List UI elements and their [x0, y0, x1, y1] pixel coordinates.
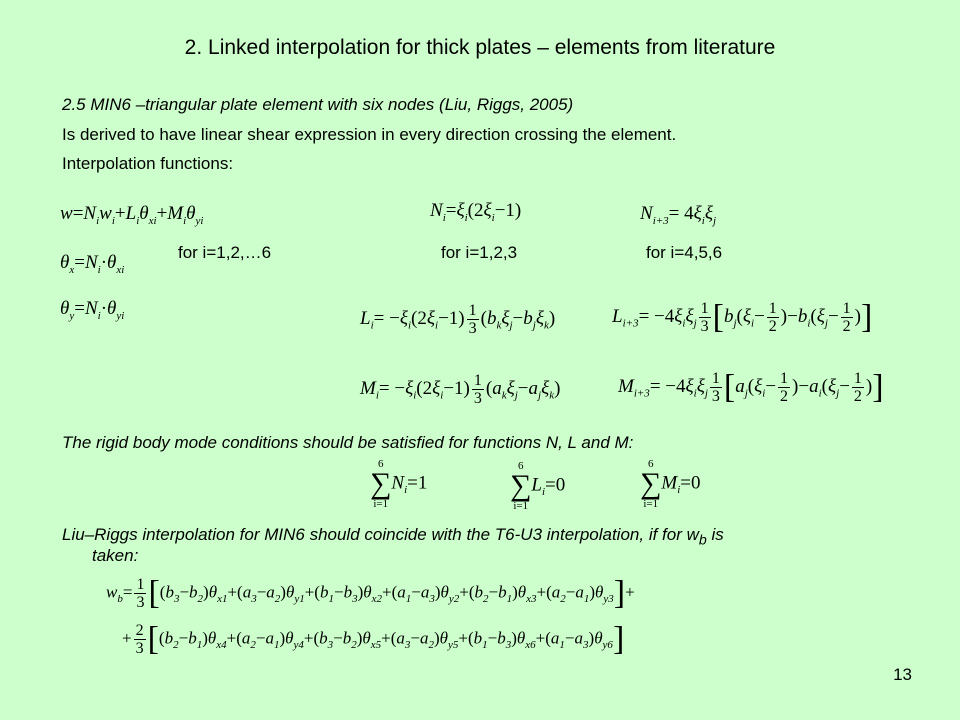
liu-riggs-text-a: Liu–Riggs interpolation for MIN6 should coincide with the T6-U3 interpolation, if for w [62, 525, 699, 544]
equation-wb-line2: + $\frac{2}{3}$ $[(b_2-b_1)\theta_{x4}+(a_2-a_1)\theta_{y4}+(b_3-b_2)\theta_{x5}+(a_3-a_2)\theta_{y5}+(b_1-b_3)\theta_{x6}+(a_1-a_3)\theta_{y6}]$ [122, 620, 625, 658]
liu-riggs-text [62, 525, 724, 548]
liu-riggs-text-b: is [706, 525, 724, 544]
for-range-1: for i=1,2,…6 [178, 243, 272, 262]
equation-ni: $N_i=\xi_i(2\xi_i-1)$ [430, 200, 522, 224]
equation-ni3: $N_{i+3}= 4\xi_i\xi_j$ [640, 203, 717, 227]
rigid-body-text: The rigid body mode conditions should be satisfied for functions N, L and M: [62, 433, 634, 452]
equation-sum-l: 6 ∑ i=1 $L_i=0$ [510, 460, 566, 512]
equation-w: $w=N_iw_i+L_i\theta_{xi}+M_i\theta_{yi}$ [60, 203, 204, 227]
equation-sum-n: 6 ∑ i=1 $N_i=1$ [370, 458, 428, 510]
liu-riggs-text-sub: b [698, 532, 707, 549]
equation-mi: $M_i= -\xi_i(2\xi_i-1)$ $\frac{1}{3}$ $(a_k\xi_j-a_j\xi_k)$ [360, 372, 561, 407]
slide-title: 2. Linked interpolation for thick plates – elements from literature [184, 36, 776, 59]
equation-sum-m: 6 ∑ i=1 $M_i=0$ [640, 458, 701, 510]
equation-theta-y: $\theta_y=N_i\cdot\theta_{yi}$ [60, 298, 125, 322]
description-line: Is derived to have linear shear expression in every direction crossing the element. [62, 125, 677, 144]
equation-wb-line1: $w_b=$ $\frac{1}{3}$ $[(b_3-b_2)\theta_{x1}+(a_3-a_2)\theta_{y1}+(b_1-b_3)\theta_{x2}+(a_1-a_3)\theta_{y2}+(b_2-b_1)\theta_{x3}+(a_2-a_1)\theta_{y3}]+$ [106, 574, 635, 612]
liu-riggs-text-taken: taken: [92, 546, 139, 565]
equation-mi3: $M_{i+3}= -4\xi_i\xi_j$ $\frac{1}{3}$ [$a_j(\xi_i-$ $\frac{1}{2}$ )$-a_i(\xi_j-$ $\frac{1}{2}$ )] [618, 368, 884, 406]
page-number: 13 [893, 665, 912, 684]
for-range-2: for i=1,2,3 [441, 243, 518, 262]
equation-theta-x: $\theta_x=N_i\cdot\theta_{xi}$ [60, 252, 125, 276]
for-range-3: for i=4,5,6 [646, 243, 723, 262]
equation-li: $L_i= -\xi_i(2\xi_i-1)$ $\frac{1}{3}$ $(b_k\xi_j-b_j\xi_k)$ [360, 302, 556, 337]
subtitle: 2.5 MIN6 –triangular plate element with six nodes (Liu, Riggs, 2005) [62, 95, 574, 114]
interpolation-label: Interpolation functions: [62, 154, 234, 173]
equation-li3: $L_{i+3}= -4\xi_i\xi_j$ $\frac{1}{3}$ [$b_j(\xi_i-$ $\frac{1}{2}$ )$-b_i(\xi_j-$ $\frac{1}{2}$ )] [612, 298, 873, 336]
